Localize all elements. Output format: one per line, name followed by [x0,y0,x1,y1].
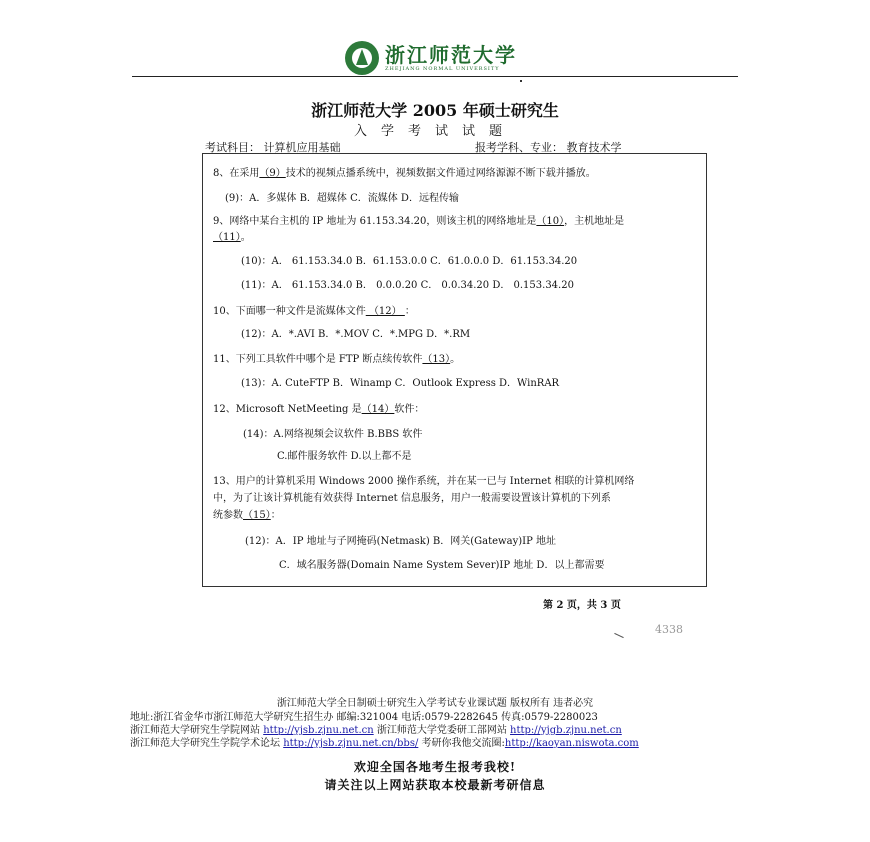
footer-address: 地址:浙江省金华市浙江师范大学研究生招生办 邮编:321004 电话:0579-2282645 传真:0579-2280023 [130,712,598,723]
stray-mark [520,80,522,82]
question-14-option-2: C.邮件服务软件 D.以上都不是 [277,451,412,462]
university-logo [345,40,517,76]
handwritten-mark: 4338 [655,623,683,636]
exam-subtitle: 入学考试试题 [353,124,516,139]
exam-title: 浙江师范大学 2005 年硕士研究生 [311,101,559,120]
kaoyan-link[interactable]: http://kaoyan.niswota.com [504,738,639,749]
question-10: 10、下面哪一种文件是流媒体文件 （12） ： [213,306,415,317]
header-divider [132,76,738,77]
question-8: 8、在采用（9）技术的视频点播系统中，视频数据文件通过网络源源不断下载并播放。 [213,168,596,179]
question-15-option-2: C．域名服务器(Domain Name System Sever)IP 地址 D．以上都需要 [279,560,605,571]
question-9: 9、网络中某台主机的 IP 地址为 61.153.34.20，则该主机的网络地址是（10），主机地址是 [213,216,625,227]
exam-major: 报考学科、专业： 教育技术学 [475,141,622,154]
question-11-options: (11)：A． 61.153.34.0 B． 0.0.0.20 C． 0.0.34.20 D． 0.153.34.20 [241,280,574,291]
party-committee-link[interactable]: http://yjgb.zjnu.net.cn [510,725,622,736]
question-13-options: (13)：A. CuteFTP B．Winamp C．Outlook Express D．WinRAR [241,378,560,389]
footer-websites: 浙江师范大学研究生学院网站 http://yjsb.zjnu.net.cn 浙江师范大学党委研工部网站 http://yjgb.zjnu.net.cn [130,725,622,736]
footer-copyright: 浙江师范大学全日制硕士研究生入学考试专业课试题 版权所有 违者必究 [276,698,594,709]
welcome-message: 欢迎全国各地考生报考我校! [353,760,517,774]
question-14-option-1: (14)：A.网络视频会议软件 B.BBS 软件 [243,429,423,440]
logo-text: 浙江师范大学 [385,43,517,67]
question-13-line-3: 统参数（15）： [213,510,281,521]
question-15-option-1: (12)：A．IP 地址与子网掩码(Netmask) B．网关(Gateway)IP 地址 [245,536,556,547]
question-13-line-1: 13、用户的计算机采用 Windows 2000 操作系统，并在某一已与 Internet 相联的计算机网络 [213,476,635,487]
graduate-school-link[interactable]: http://yjsb.zjnu.net.cn [263,725,374,736]
forum-link[interactable]: http://yjsb.zjnu.net.cn/bbs/ [283,738,419,749]
follow-message: 请关注以上网站获取本校最新考研信息 [324,778,546,792]
question-box [202,153,707,587]
page-number: 第 2 页，共 3 页 [543,600,621,611]
question-11: 11、下列工具软件中哪个是 FTP 断点续传软件（13）。 [213,354,461,365]
question-10-options: (10)：A． 61.153.34.0 B．61.153.0.0 C．61.0.0.0 D．61.153.34.20 [241,256,578,267]
question-13-line-2: 中，为了让该计算机能有效获得 Internet 信息服务，用户一般需要设置该计算机的下列系 [213,493,611,504]
university-seal-icon [345,41,379,75]
question-12-options: (12)：A．*.AVI B．*.MOV C．*.MPG D．*.RM [241,329,471,340]
question-9-cont: （11）。 [213,232,251,243]
logo-english-text: ZHEJIANG NORMAL UNIVERSITY [385,66,500,72]
stray-stroke [614,633,623,638]
question-12: 12、Microsoft NetMeeting 是（14）软件： [213,404,425,415]
footer-forums: 浙江师范大学研究生学院学术论坛 http://yjsb.zjnu.net.cn/bbs/ 考研你我他交流圈:http://kaoyan.niswota.com [130,738,639,749]
question-8-options: (9)：A．多媒体 B．超媒体 C．流媒体 D．远程传输 [225,193,459,204]
exam-subject: 考试科目： 计算机应用基础 [205,141,341,154]
